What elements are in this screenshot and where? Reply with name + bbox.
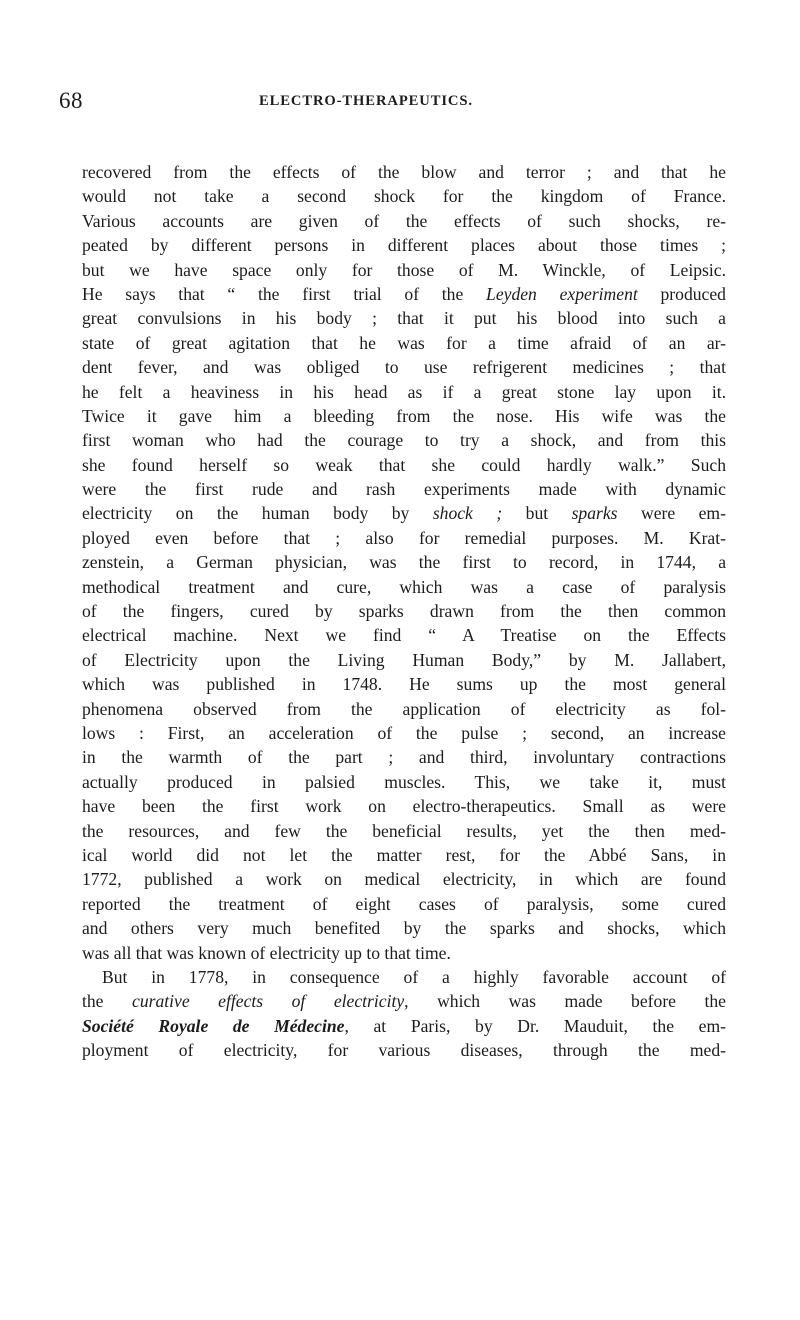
text-line: state of great agitation that he was for a time afraid of an ar- xyxy=(82,332,726,353)
text-line: she found herself so weak that she could hardly walk.” Such xyxy=(82,454,726,475)
page-header xyxy=(0,88,800,112)
text-run: , which was made before the xyxy=(404,991,726,1012)
text-line: ployment of electricity, for various diseases, through the med- xyxy=(82,1040,726,1061)
text-line: methodical treatment and cure, which was a case of paralysis xyxy=(82,576,726,597)
text-line: peated by different persons in different places about those times ; xyxy=(82,235,726,256)
text-line: would not take a second shock for the kingdom of France. xyxy=(82,186,726,207)
text-line: have been the first work on electro-therapeutics. Small as were xyxy=(82,796,726,817)
text-line xyxy=(82,282,726,306)
text-run: electricity on the human body by xyxy=(82,503,433,524)
text-line: first woman who had the courage to try a shock, and from this xyxy=(82,430,726,451)
text-line xyxy=(82,989,726,1013)
text-line: actually produced in palsied muscles. This, we take it, must xyxy=(82,771,726,792)
text-line: But in 1778, in consequence of a highly favorable account of xyxy=(102,966,726,987)
text-line: ployed even before that ; also for remedial purposes. M. Krat- xyxy=(82,527,726,548)
text-run: but xyxy=(502,503,572,524)
text-line: was all that was known of electricity up to that time. xyxy=(82,942,451,963)
text-line: ical world did not let the matter rest, for the Abbé Sans, in xyxy=(82,844,726,865)
text-line: electrical machine. Next we find “ A Treatise on the Effects xyxy=(82,625,726,646)
text-line: and others very much benefited by the sparks and shocks, which xyxy=(82,918,726,939)
text-line: Twice it gave him a bleeding from the nose. His wife was the xyxy=(82,405,726,426)
text-line: he felt a heaviness in his head as if a great stone lay upon it. xyxy=(82,381,726,402)
text-run: produced xyxy=(637,283,726,304)
text-line: great convulsions in his body ; that it put his blood into such a xyxy=(82,308,726,329)
text-run: the xyxy=(82,991,133,1012)
text-line: phenomena observed from the application of electricity as fol- xyxy=(82,698,726,719)
text-line: zenstein, a German physician, was the first to record, in 1744, a xyxy=(82,552,726,573)
italic-phrase: Leyden experiment xyxy=(486,283,638,304)
text-line: but we have space only for those of M. Winckle, of Leipsic. xyxy=(82,259,726,280)
text-line xyxy=(82,1014,726,1038)
text-line: of Electricity upon the Living Human Body,” by M. Jallabert, xyxy=(82,649,726,670)
italic-phrase: shock ; xyxy=(432,503,503,524)
text-line: in the warmth of the part ; and third, involuntary contractions xyxy=(82,747,726,768)
text-line: recovered from the effects of the blow and terror ; and that he xyxy=(82,162,726,182)
text-line: lows : First, an acceleration of the pulse ; second, an increase xyxy=(82,722,726,743)
text-line: 1772, published a work on medical electricity, in which are found xyxy=(82,869,726,890)
text-run: He says that “ the first trial of the xyxy=(82,283,487,304)
text-run: were em- xyxy=(617,503,726,524)
text-line: dent fever, and was obliged to use refrigerent medicines ; that xyxy=(82,357,726,378)
text-line: Various accounts are given of the effects of such shocks, re- xyxy=(82,210,726,231)
page-number: 68 xyxy=(59,88,83,113)
italic-phrase: curative effects of electricity xyxy=(132,991,405,1012)
text-line: the resources, and few the beneficial results, yet the then med- xyxy=(82,820,726,841)
italic-phrase: sparks xyxy=(571,503,618,524)
text-line: of the fingers, cured by sparks drawn from the then common xyxy=(82,601,726,622)
running-head: ELECTRO-THERAPEUTICS. xyxy=(259,93,473,109)
text-line xyxy=(82,501,726,525)
text-line: which was published in 1748. He sums up the most general xyxy=(82,674,726,695)
text-line: were the first rude and rash experiments made with dynamic xyxy=(82,479,726,500)
italic-phrase: Société Royale de Médecine xyxy=(82,1015,345,1036)
body-text xyxy=(82,160,726,1062)
text-line: reported the treatment of eight cases of paralysis, some cured xyxy=(82,893,726,914)
text-run: , at Paris, by Dr. Mauduit, the em- xyxy=(344,1015,726,1036)
